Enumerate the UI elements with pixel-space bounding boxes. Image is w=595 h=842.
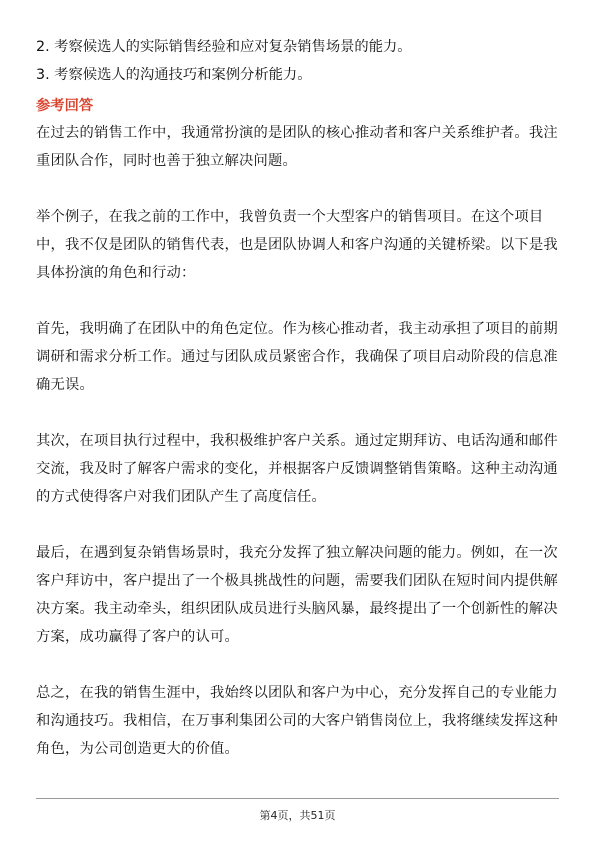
paragraph-example: 举个例子，在我之前的工作中，我曾负责一个大型客户的销售项目。在这个项目中，我不仅是团队的销售代表，也是团队协调人和客户沟通的关键桥梁。以下是我具体扮演的角色和行动： [36, 209, 558, 281]
paragraph-last: 最后，在遇到复杂销售场景时，我充分发挥了独立解决问题的能力。例如，在一次客户拜访中，客户提出了一个极具挑战性的问题，需要我们团队在短时间内提供解决方案。我主动牵头，组织团队成员进行头脑风暴，最终提出了一个创新性的解决方案，成功赢得了客户的认可。 [36, 545, 558, 645]
footer-divider [36, 798, 559, 799]
page-number: 第4页，共51页 [259, 809, 336, 822]
paragraph-gap [36, 399, 561, 427]
paragraph-gap [36, 511, 561, 539]
section-heading: 参考回答 [36, 98, 94, 114]
list-item-3: 3. 考察候选人的沟通技巧和案例分析能力。 [36, 67, 312, 83]
document-content [36, 33, 561, 763]
paragraph-intro: 在过去的销售工作中，我通常扮演的是团队的核心推动者和客户关系维护者。我注重团队合作，同时也善于独立解决问题。 [36, 125, 558, 169]
paragraph-gap [36, 287, 561, 315]
paragraph-gap [36, 651, 561, 679]
paragraph-gap [36, 175, 561, 203]
paragraph-second: 其次，在项目执行过程中，我积极维护客户关系。通过定期拜访、电话沟通和邮件交流，我及时了解客户需求的变化，并根据客户反馈调整销售策略。这种主动沟通的方式使得客户对我们团队产生了高度信任。 [36, 433, 558, 505]
list-item-2: 2. 考察候选人的实际销售经验和应对复杂销售场景的能力。 [36, 39, 412, 55]
paragraph-summary: 总之，在我的销售生涯中，我始终以团队和客户为中心，充分发挥自己的专业能力和沟通技巧。我相信，在万事利集团公司的大客户销售岗位上，我将继续发挥这种角色，为公司创造更大的价值。 [36, 685, 558, 757]
paragraph-first: 首先，我明确了在团队中的角色定位。作为核心推动者，我主动承担了项目的前期调研和需求分析工作。通过与团队成员紧密合作，我确保了项目启动阶段的信息准确无误。 [36, 321, 558, 393]
